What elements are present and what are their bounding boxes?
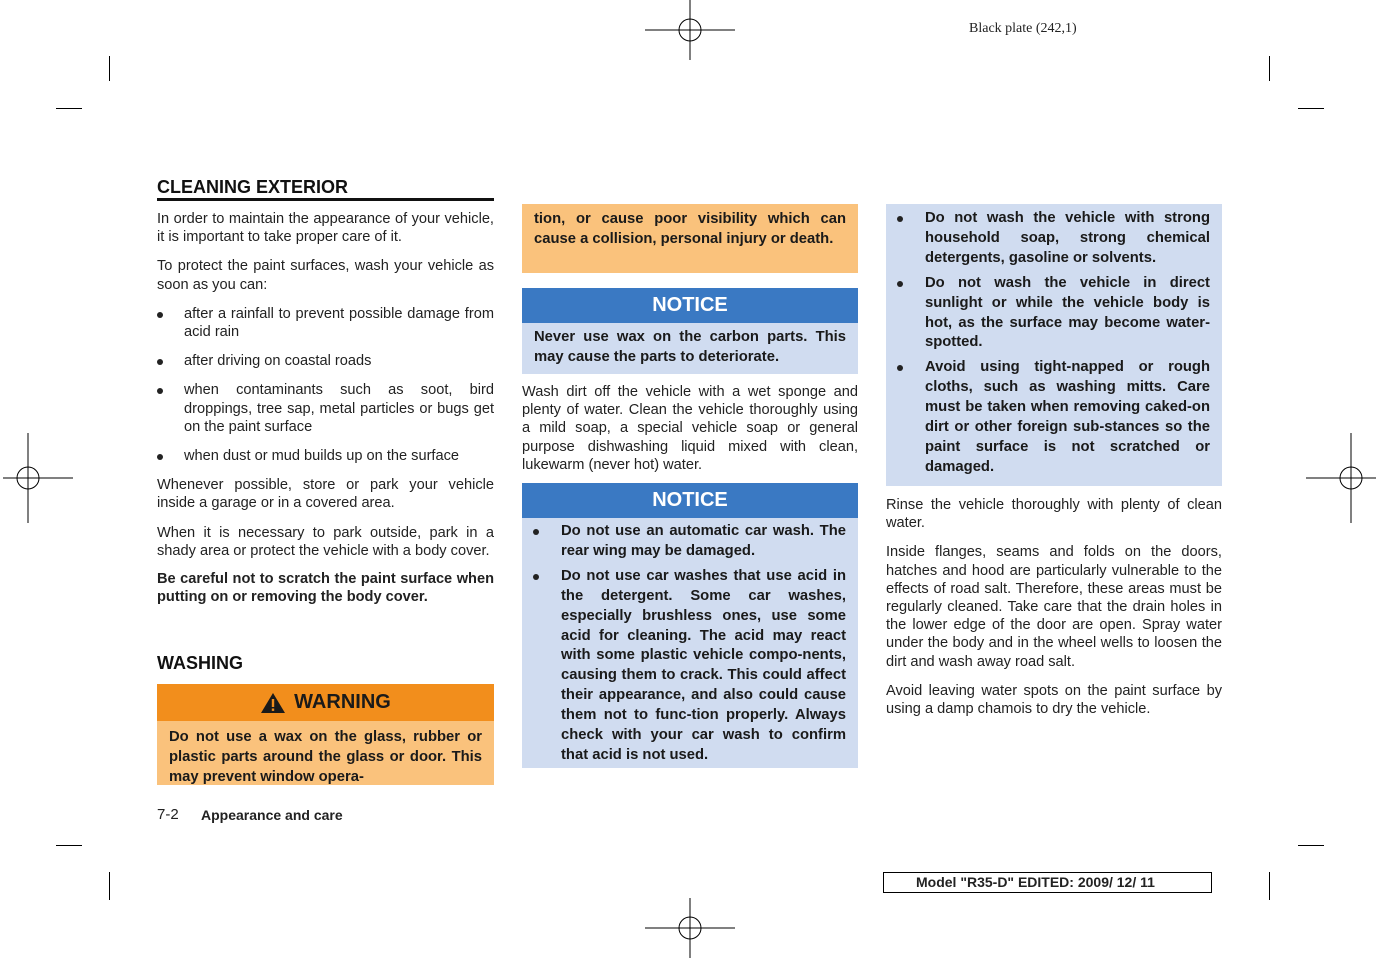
- notice-text: Never use wax on the carbon parts. This may cause the parts to deteriorate.: [522, 323, 858, 374]
- warning-header: [157, 684, 494, 721]
- bullet-icon: [157, 359, 163, 365]
- registration-mark-icon: [0, 433, 73, 523]
- bullet-icon: [897, 365, 903, 371]
- bullet-list: [897, 209, 1210, 478]
- list-item: Do not use an automatic car wash. The rear wing may be damaged.: [533, 522, 846, 562]
- bullet-icon: [533, 529, 539, 535]
- bullet-list: [157, 305, 494, 465]
- list-item: after a rainfall to prevent possible damage from acid rain: [157, 305, 494, 341]
- model-edited-box: Model "R35-D" EDITED: 2009/ 12/ 11: [883, 872, 1212, 893]
- title-rule: [157, 198, 494, 201]
- registration-mark-icon: [1306, 433, 1381, 523]
- warning-triangle-icon: [260, 692, 286, 714]
- crop-mark: [109, 56, 110, 81]
- paragraph: In order to maintain the appearance of your vehicle, it is important to take proper care of it.: [157, 211, 494, 246]
- list-item: Do not use car washes that use acid in the detergent. Some car washes, especially brushless ones, use some acid for cleaning. The acid may react with some plastic vehicle compo-nents, causing them to crack. This could affect their appearance, and also could cause them not to func-tion properly. Always check with your car wash to confirm that acid is not used.: [533, 567, 846, 766]
- column-3-text: [886, 496, 1222, 718]
- notice-continuation: [886, 204, 1222, 486]
- paragraph: Avoid leaving water spots on the paint surface by using a damp chamois to dry the vehicle.: [886, 682, 1222, 718]
- bullet-icon: [157, 312, 163, 318]
- paragraph: Inside flanges, seams and folds on the doors, hatches and hood are particularly vulnerable to the effects of road salt. Therefore, these areas must be regularly cleaned. Take care that the drain holes in the lower edge of the door are open. Spray water under the body and in the wheel wells to loosen the dirt and wash away road salt.: [886, 544, 1222, 670]
- column-2-text: [522, 383, 858, 474]
- crop-mark: [109, 872, 110, 900]
- bullet-icon: [533, 574, 539, 580]
- bullet-list: [533, 522, 846, 766]
- page-number: 7-2: [157, 806, 179, 823]
- bullet-icon: [897, 281, 903, 287]
- list-item: when contaminants such as soot, bird droppings, tree sap, metal particles or bugs get on the paint surface: [157, 381, 494, 436]
- warning-text: Do not use a wax on the glass, rubber or plastic parts around the glass or door. This may prevent window opera-: [157, 721, 494, 785]
- section-name: Appearance and care: [201, 807, 343, 823]
- crop-mark: [1269, 872, 1270, 900]
- crop-mark: [1298, 108, 1324, 109]
- plate-label: Black plate (242,1): [969, 21, 1077, 36]
- crop-mark: [1269, 56, 1270, 81]
- list-item: Do not wash the vehicle in direct sunlight or while the vehicle body is hot, as the surface may become water-spotted.: [897, 274, 1210, 354]
- caution-paragraph: Be careful not to scratch the paint surface when putting on or removing the body cover.: [157, 571, 494, 606]
- list-item: Do not wash the vehicle with strong household soap, strong chemical detergents, gasoline or solvents.: [897, 209, 1210, 269]
- bullet-icon: [157, 388, 163, 394]
- notice-box: [522, 483, 858, 768]
- subsection-title: WASHING: [157, 653, 244, 673]
- warning-label: WARNING: [294, 691, 391, 713]
- notice-header: NOTICE: [522, 288, 858, 323]
- notice-body: [522, 518, 858, 768]
- registration-mark-icon: [645, 883, 735, 973]
- paragraph: Wash dirt off the vehicle with a wet sponge and plenty of water. Clean the vehicle thoroughly using a mild soap, a special vehicle soap or general purpose dishwashing liquid mixed with clean, lukewarm (never hot) water.: [522, 384, 858, 473]
- notice-header: NOTICE: [522, 483, 858, 518]
- warning-box: [157, 684, 494, 785]
- crop-mark: [56, 845, 82, 846]
- registration-mark-icon: [645, 0, 735, 75]
- bullet-icon: [157, 454, 163, 460]
- notice-box: [522, 288, 858, 374]
- warning-continuation: tion, or cause poor visibility which can cause a collision, personal injury or death.: [522, 204, 858, 273]
- paragraph: To protect the paint surfaces, wash your vehicle as soon as you can:: [157, 258, 494, 293]
- list-item: when dust or mud builds up on the surface: [157, 447, 494, 465]
- crop-mark: [56, 108, 82, 109]
- column-1: [157, 210, 494, 606]
- paragraph: When it is necessary to park outside, park in a shady area or protect the vehicle with a body cover.: [157, 524, 494, 559]
- section-title: CLEANING EXTERIOR: [157, 177, 349, 197]
- crop-mark: [1298, 845, 1324, 846]
- list-item: Avoid using tight-napped or rough cloths, such as washing mitts. Care must be taken when removing caked-on dirt or other foreign sub-stances so the paint surface is not scratched or damaged.: [897, 358, 1210, 477]
- paragraph: Whenever possible, store or park your vehicle inside a garage or in a covered area.: [157, 477, 494, 512]
- list-item: after driving on coastal roads: [157, 352, 494, 370]
- paragraph: Rinse the vehicle thoroughly with plenty of clean water.: [886, 497, 1222, 532]
- bullet-icon: [897, 216, 903, 222]
